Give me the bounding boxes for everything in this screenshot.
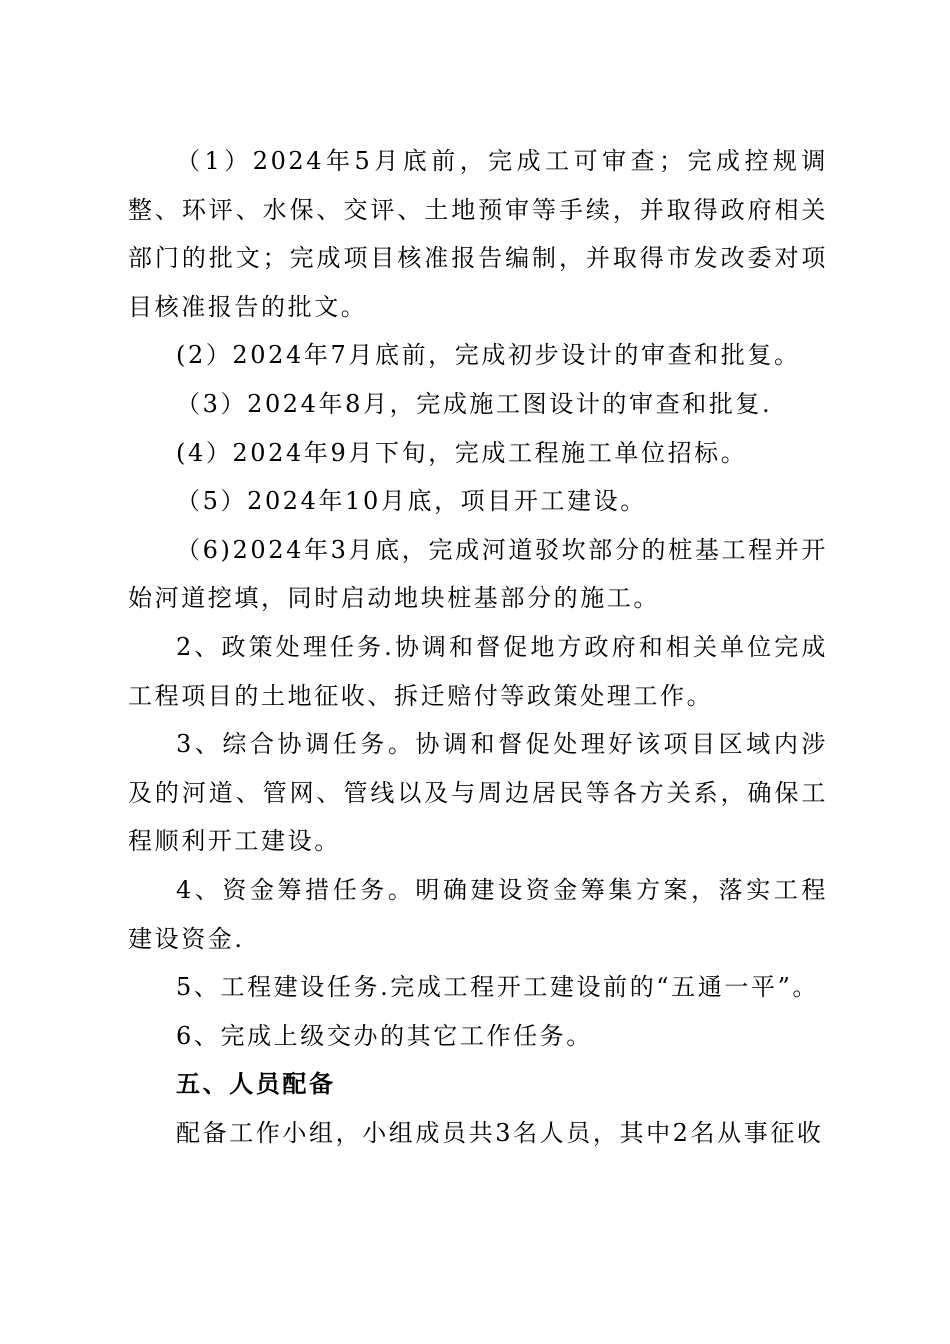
paragraph-task-3: 3、综合协调任务。协调和督促处理好该项目区域内涉及的河道、管网、管线以及与周边居民等各方关系，确保工程顺利开工建设。 — [128, 730, 828, 856]
paragraph-task-1-3: （3）2024年8月，完成施工图设计的审查和批复. — [176, 389, 773, 418]
paragraph-task-5: 5、工程建设任务.完成工程开工建设前的“五通一平”。 — [176, 973, 820, 1002]
paragraph-task-2: 2、政策处理任务.协调和督促地方政府和相关单位完成工程项目的土地征收、拆迁赔付等政策处理工作。 — [128, 632, 828, 710]
paragraph-task-4: 4、资金筹措任务。明确建设资金筹集方案，落实工程建设资金. — [128, 875, 828, 953]
paragraph-task-1-4: (4）2024年9月下旬，完成工程施工单位招标。 — [176, 438, 748, 467]
paragraph-task-6: 6、完成上级交办的其它工作任务。 — [176, 1021, 593, 1050]
paragraph-task-1-5: （5）2024年10月底，项目开工建设。 — [176, 487, 647, 516]
paragraph-task-1-2: (2）2024年7月底前，完成初步设计的审查和批复。 — [176, 341, 801, 370]
paragraph-staffing: 配备工作小组，小组成员共3名人员，其中2名从事征收 — [176, 1118, 824, 1147]
paragraph-task-1-6: （6)2024年3月底，完成河道驳坎部分的桩基工程并开始河道挖填，同时启动地块桩基部分的施工。 — [128, 535, 828, 613]
paragraph-task-1-1: （1）2024年5月底前，完成工可审查；完成控规调整、环评、水保、交评、土地预审等手续，并取得政府相关部门的批文；完成项目核准报告编制，并取得市发改委对项目核准报告的批文。 — [128, 147, 828, 321]
section-heading: 五、人员配备 — [176, 1070, 336, 1099]
document-body — [128, 137, 828, 1157]
